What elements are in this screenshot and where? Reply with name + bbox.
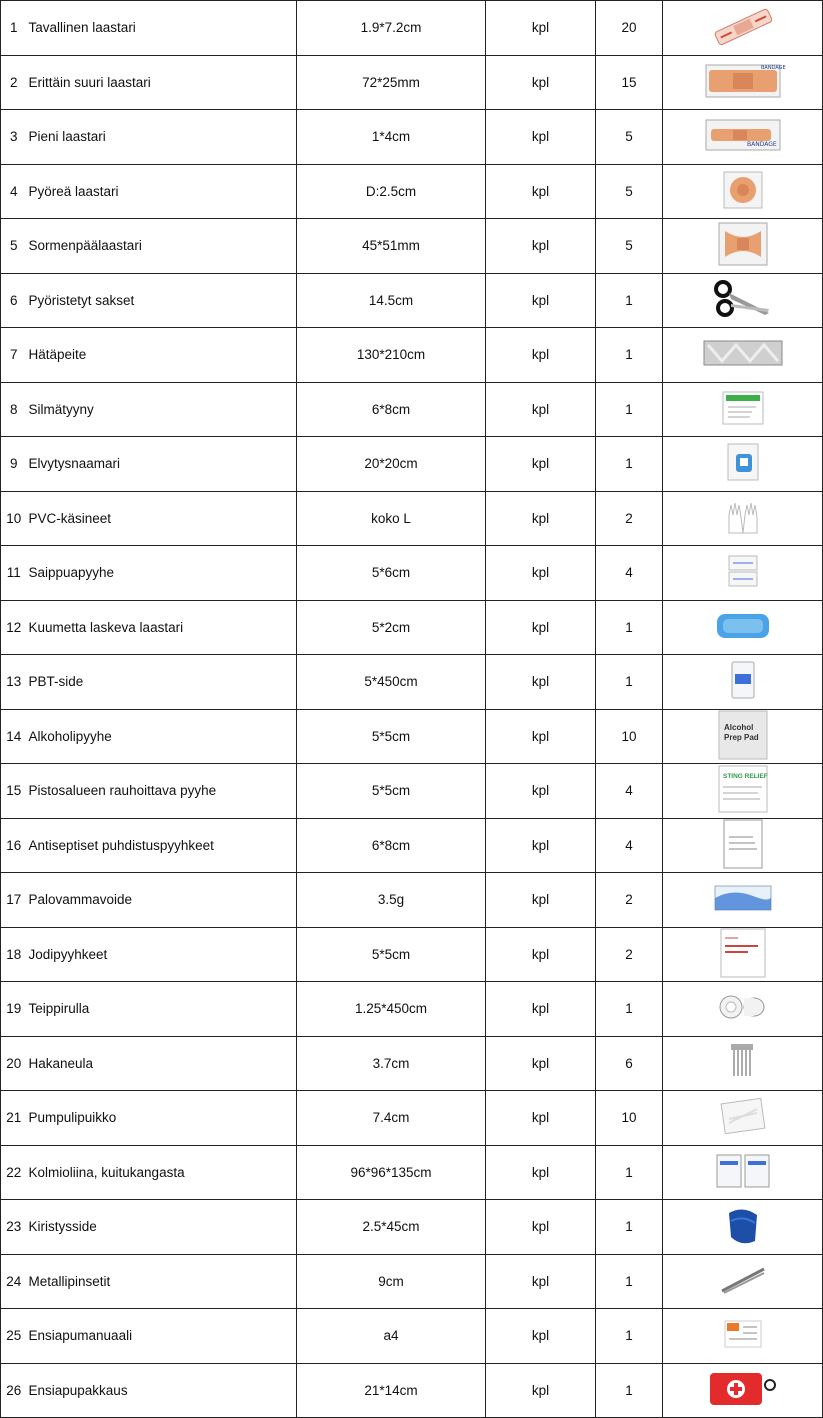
table-row xyxy=(1,1,823,56)
alcohol-pad-icon xyxy=(663,710,822,763)
item-quantity: 1 xyxy=(596,1254,663,1309)
item-unit: kpl xyxy=(486,437,596,492)
item-name: Jodipyyhkeet xyxy=(27,927,297,982)
item-size: 20*20cm xyxy=(297,437,486,492)
scissors-icon xyxy=(663,279,822,322)
item-name: Erittäin suuri laastari xyxy=(27,55,297,110)
item-name: Kuumetta laskeva laastari xyxy=(27,600,297,655)
item-unit: kpl xyxy=(486,655,596,710)
item-image-cell xyxy=(663,382,823,437)
svg-text:Alcohol: Alcohol xyxy=(723,722,753,732)
row-number: 7 xyxy=(1,328,27,383)
item-size: 1.25*450cm xyxy=(297,982,486,1037)
item-unit: kpl xyxy=(486,546,596,601)
item-size: 6*8cm xyxy=(297,382,486,437)
item-image-cell xyxy=(663,546,823,601)
item-quantity: 5 xyxy=(596,110,663,165)
item-size: koko L xyxy=(297,491,486,546)
table-row xyxy=(1,110,823,165)
item-name: Pieni laastari xyxy=(27,110,297,165)
item-name: Sormenpäälaastari xyxy=(27,219,297,274)
row-number: 16 xyxy=(1,818,27,873)
table-row xyxy=(1,982,823,1037)
item-size: 5*5cm xyxy=(297,709,486,764)
item-size: 2.5*45cm xyxy=(297,1200,486,1255)
table-row xyxy=(1,328,823,383)
item-name: Hakaneula xyxy=(27,1036,297,1091)
row-number: 8 xyxy=(1,382,27,437)
table-row xyxy=(1,1036,823,1091)
item-quantity: 4 xyxy=(596,764,663,819)
row-number: 13 xyxy=(1,655,27,710)
antiseptic-wipe-icon xyxy=(663,819,822,872)
item-image-cell xyxy=(663,273,823,328)
item-name: Pyöristetyt sakset xyxy=(27,273,297,328)
row-number: 26 xyxy=(1,1363,27,1418)
table-row xyxy=(1,164,823,219)
adhesive-bandage-strip-icon xyxy=(663,4,822,51)
item-image-cell xyxy=(663,437,823,492)
iodine-pad-icon xyxy=(663,928,822,981)
item-unit: kpl xyxy=(486,1,596,56)
table-row xyxy=(1,1200,823,1255)
item-quantity: 10 xyxy=(596,709,663,764)
item-size: 5*5cm xyxy=(297,927,486,982)
item-name: Ensiapupakkaus xyxy=(27,1363,297,1418)
item-size: a4 xyxy=(297,1309,486,1364)
item-unit: kpl xyxy=(486,491,596,546)
item-quantity: 1 xyxy=(596,1363,663,1418)
small-bandage-icon xyxy=(663,115,822,158)
item-name: Pyöreä laastari xyxy=(27,164,297,219)
table-row xyxy=(1,655,823,710)
row-number: 9 xyxy=(1,437,27,492)
item-size: 3.7cm xyxy=(297,1036,486,1091)
round-bandage-icon xyxy=(663,170,822,213)
item-unit: kpl xyxy=(486,110,596,165)
item-name: Elvytysnaamari xyxy=(27,437,297,492)
item-size: 130*210cm xyxy=(297,328,486,383)
item-image-cell xyxy=(663,1200,823,1255)
item-quantity: 1 xyxy=(596,1200,663,1255)
row-number: 22 xyxy=(1,1145,27,1200)
item-unit: kpl xyxy=(486,709,596,764)
row-number: 25 xyxy=(1,1309,27,1364)
table-row xyxy=(1,382,823,437)
item-size: 9cm xyxy=(297,1254,486,1309)
item-size: 14.5cm xyxy=(297,273,486,328)
svg-text:BANDAGE: BANDAGE xyxy=(746,141,777,149)
table-row xyxy=(1,1309,823,1364)
emergency-blanket-icon xyxy=(663,337,822,372)
row-number: 17 xyxy=(1,873,27,928)
item-quantity: 5 xyxy=(596,219,663,274)
item-image-cell xyxy=(663,1145,823,1200)
item-quantity: 15 xyxy=(596,55,663,110)
item-name: Palovammavoide xyxy=(27,873,297,928)
item-unit: kpl xyxy=(486,982,596,1037)
item-unit: kpl xyxy=(486,1091,596,1146)
row-number: 11 xyxy=(1,546,27,601)
item-size: 72*25mm xyxy=(297,55,486,110)
item-name: Silmätyyny xyxy=(27,382,297,437)
item-image-cell xyxy=(663,219,823,274)
item-image-cell xyxy=(663,1363,823,1418)
table-row xyxy=(1,600,823,655)
table-row xyxy=(1,1363,823,1418)
item-name: PVC-käsineet xyxy=(27,491,297,546)
pbt-bandage-roll-icon xyxy=(663,660,822,703)
item-name: Pistosalueen rauhoittava pyyhe xyxy=(27,764,297,819)
row-number: 12 xyxy=(1,600,27,655)
item-image-cell xyxy=(663,873,823,928)
item-image-cell xyxy=(663,709,823,764)
item-name: Teippirulla xyxy=(27,982,297,1037)
item-name: Alkoholipyyhe xyxy=(27,709,297,764)
svg-text:BANDAGE: BANDAGE xyxy=(760,64,786,71)
table-row xyxy=(1,219,823,274)
item-image-cell xyxy=(663,164,823,219)
item-image-cell xyxy=(663,927,823,982)
item-unit: kpl xyxy=(486,818,596,873)
item-size: 45*51mm xyxy=(297,219,486,274)
item-image-cell xyxy=(663,55,823,110)
item-quantity: 1 xyxy=(596,328,663,383)
item-image-cell xyxy=(663,1,823,56)
row-number: 2 xyxy=(1,55,27,110)
row-number: 4 xyxy=(1,164,27,219)
item-image-cell xyxy=(663,491,823,546)
row-number: 20 xyxy=(1,1036,27,1091)
item-quantity: 1 xyxy=(596,1309,663,1364)
item-name: Metallipinsetit xyxy=(27,1254,297,1309)
item-size: 5*450cm xyxy=(297,655,486,710)
item-unit: kpl xyxy=(486,1309,596,1364)
gloves-icon xyxy=(663,499,822,538)
svg-text:Prep Pad: Prep Pad xyxy=(723,732,759,742)
item-size: 1*4cm xyxy=(297,110,486,165)
row-number: 18 xyxy=(1,927,27,982)
item-unit: kpl xyxy=(486,1363,596,1418)
item-image-cell xyxy=(663,600,823,655)
triangular-bandage-icon xyxy=(663,1153,822,1192)
manual-icon xyxy=(663,1319,822,1352)
item-image-cell xyxy=(663,1091,823,1146)
item-name: Hätäpeite xyxy=(27,328,297,383)
item-name: Antiseptiset puhdistuspyyhkeet xyxy=(27,818,297,873)
safety-pins-icon xyxy=(663,1042,822,1085)
item-image-cell xyxy=(663,110,823,165)
item-quantity: 10 xyxy=(596,1091,663,1146)
item-size: D:2.5cm xyxy=(297,164,486,219)
cpr-mask-icon xyxy=(663,442,822,485)
item-unit: kpl xyxy=(486,873,596,928)
item-unit: kpl xyxy=(486,927,596,982)
row-number: 23 xyxy=(1,1200,27,1255)
item-unit: kpl xyxy=(486,273,596,328)
item-size: 5*5cm xyxy=(297,764,486,819)
item-name: Kiristysside xyxy=(27,1200,297,1255)
item-image-cell xyxy=(663,818,823,873)
item-quantity: 4 xyxy=(596,818,663,873)
item-image-cell xyxy=(663,1309,823,1364)
table-row xyxy=(1,1091,823,1146)
item-size: 5*2cm xyxy=(297,600,486,655)
item-image-cell xyxy=(663,655,823,710)
item-size: 1.9*7.2cm xyxy=(297,1,486,56)
sting-relief-pad-icon xyxy=(663,765,822,816)
item-name: PBT-side xyxy=(27,655,297,710)
item-quantity: 1 xyxy=(596,437,663,492)
item-name: Tavallinen laastari xyxy=(27,1,297,56)
eye-pad-icon xyxy=(663,391,822,428)
table-row xyxy=(1,709,823,764)
row-number: 14 xyxy=(1,709,27,764)
item-size: 3.5g xyxy=(297,873,486,928)
large-bandage-icon xyxy=(663,61,822,104)
tourniquet-icon xyxy=(663,1203,822,1250)
row-number: 10 xyxy=(1,491,27,546)
table-row xyxy=(1,1145,823,1200)
item-name: Pumpulipuikko xyxy=(27,1091,297,1146)
table-row xyxy=(1,1254,823,1309)
item-quantity: 20 xyxy=(596,1,663,56)
item-quantity: 1 xyxy=(596,982,663,1037)
row-number: 5 xyxy=(1,219,27,274)
table-row xyxy=(1,873,823,928)
tweezers-icon xyxy=(663,1265,822,1298)
row-number: 3 xyxy=(1,110,27,165)
row-number: 6 xyxy=(1,273,27,328)
item-quantity: 1 xyxy=(596,655,663,710)
item-unit: kpl xyxy=(486,219,596,274)
first-aid-kit-icon xyxy=(663,1369,822,1412)
row-number: 24 xyxy=(1,1254,27,1309)
item-size: 96*96*135cm xyxy=(297,1145,486,1200)
cooling-patch-icon xyxy=(663,609,822,646)
soap-wipe-icon xyxy=(663,553,822,592)
item-name: Kolmioliina, kuitukangasta xyxy=(27,1145,297,1200)
item-image-cell xyxy=(663,764,823,819)
item-unit: kpl xyxy=(486,600,596,655)
item-size: 7.4cm xyxy=(297,1091,486,1146)
item-name: Saippuapyyhe xyxy=(27,546,297,601)
item-unit: kpl xyxy=(486,55,596,110)
table-row xyxy=(1,546,823,601)
table-row xyxy=(1,764,823,819)
item-unit: kpl xyxy=(486,1036,596,1091)
row-number: 19 xyxy=(1,982,27,1037)
tape-roll-icon xyxy=(663,993,822,1024)
fingertip-bandage-icon xyxy=(663,221,822,270)
item-quantity: 1 xyxy=(596,1145,663,1200)
burn-cream-icon xyxy=(663,882,822,917)
item-quantity: 5 xyxy=(596,164,663,219)
svg-text:STING RELIEF: STING RELIEF xyxy=(722,773,768,781)
item-size: 5*6cm xyxy=(297,546,486,601)
item-size: 21*14cm xyxy=(297,1363,486,1418)
item-unit: kpl xyxy=(486,1145,596,1200)
item-quantity: 1 xyxy=(596,600,663,655)
item-image-cell xyxy=(663,1254,823,1309)
row-number: 21 xyxy=(1,1091,27,1146)
table-row xyxy=(1,273,823,328)
row-number: 15 xyxy=(1,764,27,819)
item-quantity: 2 xyxy=(596,927,663,982)
item-quantity: 1 xyxy=(596,382,663,437)
table-row xyxy=(1,818,823,873)
item-unit: kpl xyxy=(486,164,596,219)
row-number: 1 xyxy=(1,1,27,56)
item-name: Ensiapumanuaali xyxy=(27,1309,297,1364)
table-row xyxy=(1,491,823,546)
table-row xyxy=(1,437,823,492)
item-image-cell xyxy=(663,1036,823,1091)
item-quantity: 4 xyxy=(596,546,663,601)
item-size: 6*8cm xyxy=(297,818,486,873)
table-row xyxy=(1,55,823,110)
item-image-cell xyxy=(663,982,823,1037)
item-image-cell xyxy=(663,328,823,383)
table-row xyxy=(1,927,823,982)
item-unit: kpl xyxy=(486,328,596,383)
item-unit: kpl xyxy=(486,1200,596,1255)
item-unit: kpl xyxy=(486,382,596,437)
item-quantity: 1 xyxy=(596,273,663,328)
item-quantity: 2 xyxy=(596,491,663,546)
cotton-swab-icon xyxy=(663,1099,822,1136)
item-quantity: 6 xyxy=(596,1036,663,1091)
item-unit: kpl xyxy=(486,1254,596,1309)
item-unit: kpl xyxy=(486,764,596,819)
item-quantity: 2 xyxy=(596,873,663,928)
